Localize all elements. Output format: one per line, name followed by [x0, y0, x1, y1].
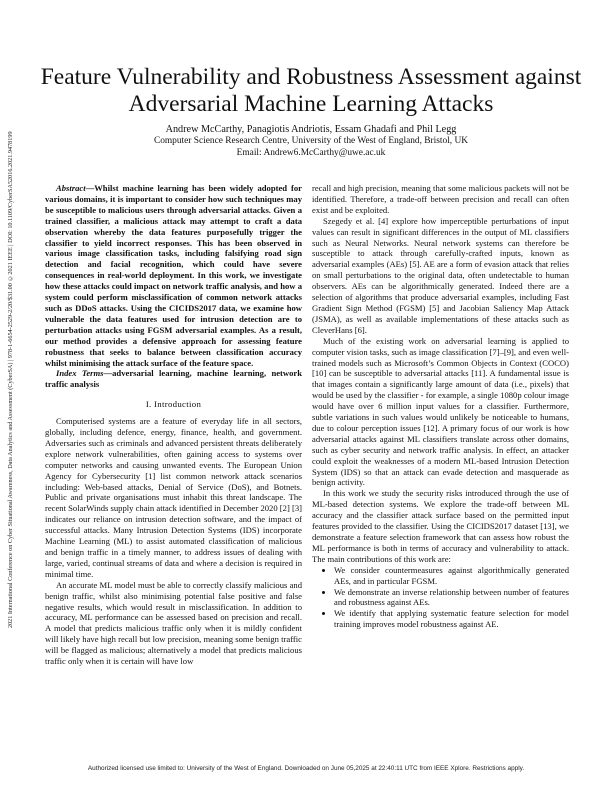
body-paragraph: recall and high precision, meaning that some malicious packets will not be identified. Therefore, a trade-off between precision and recall can often exist and be exploited.	[312, 183, 569, 215]
conference-doi-sidebar: 2021 International Conference on Cyber Situational Awareness, Data Analytics and Assessment (CyberSA) | 978-1-6654-2529-2/20/$31.00 ©2021 IEEE | DOI: 10.1109/CyberSA52016.2021.9478199	[7, 131, 14, 629]
body-paragraph: In this work we study the security risks introduced through the use of ML-based detection systems. We explore the trade-off between ML accuracy and the classifier attack surface based on the permitted input features provided to the classifier. Using the CICIDS2017 dataset [13], we demonstrate a feature selection framework that can assess how robust the ML performance is both in terms of accuracy and vulnerability to attack. The main contributions of this work are:	[312, 488, 569, 564]
section-heading-introduction: I. Introduction	[145, 399, 202, 410]
index-terms-label: Index Terms	[56, 368, 104, 379]
paper-title: Feature Vulnerability and Robustness Assessment against Adversarial Machine Learning Attacks	[40, 63, 582, 117]
body-paragraph: Szegedy et al. [4] explore how imperceptible perturbations of input values can result in significant differences in the output of ML classifiers such as Neural Networks. Neural network systems can therefore be susceptible to attack through carefully-crafted inputs, known as adversarial examples (AEs) [5]. AE are a form of evasion attack that relies on small perturbations to the original data, often undetectable to human observers. AEs can be algorithmically generated. Indeed there are a selection of algorithms that produce adversarial examples, including Fast Gradient Sign Method (FGSM) [5] and Jacobian Saliency Map Attack (JSMA), as well as available implementations of these attacks such as CleverHans [6].	[312, 215, 569, 335]
list-item: • We consider countermeasures against algorithmically generated AEs, and in particular FGSM.	[334, 565, 569, 587]
abstract-label: Abstract	[56, 183, 86, 193]
abstract-text: —Whilst machine learning has been widely adopted for various domains, it is important to consider how such techniques may be susceptible to malicious users through adversarial attacks. Given a trained classifier, a malicious attack may attempt to craft a data observation whereby the data features purposefully trigger the classifier to yield incorrect responses. This has been observed in various image classification tasks, including falsifying road sign detection and facial recognition, which could have severe consequences in real-world deployment. In this work, we investigate how these attacks could impact on network traffic analysis, and how a system could perform misclassification of common network attacks such as DDoS attacks. Using the CICIDS2017 data, we examine how vulnerable the data features used for intrusion detection are to perturbation attacks using FGSM adversarial examples. As a result, our method provides a defensive approach for assessing feature robustness that seeks to balance between classification accuracy whilst minimising the attack surface of the feature space.	[45, 183, 302, 368]
body-paragraph: An accurate ML model must be able to correctly classify malicious and benign traffic, whilst also minimising potential false positive and false negative results, which would result in misclassification. In addition to accuracy, ML performance can be assessed based on precision and recall. A model that predicts malicious traffic only when it is mildly confident will likely have high recall but low precision, meaning some benign traffic will be flagged as malicious; alternatively a model that predicts malicious traffic only when it is certain will have low	[45, 579, 302, 667]
contact-email: Email: Andrew6.McCarthy@uwe.ac.uk	[236, 148, 386, 158]
affiliation: Computer Science Research Centre, University of the West of England, Bristol, UK	[153, 136, 469, 146]
body-paragraph: Computerised systems are a feature of everyday life in all sectors, globally, including defence, energy, finance, health, and government. Adversaries such as criminals and advanced persistent threats deliberately explore network vulnerabilities, often gaining access to systems over computer networks and causing unwanted events. The European Union Agency for Cybersecurity [1] list common network attack scenarios including: Web-based attacks, Denial of Service (DoS), and Botnets. Public and private organisations must inhabit this threat landscape. The recent SolarWinds supply chain attack identified in December 2020 [2] [3] indicates our reliance on intrusion detection software, and the impact of successful attacks. Many Intrusion Detection Systems (IDS) incorporate Machine Learning (ML) to assist automated classification of malicious and benign traffic in a timely manner, to address issues of dealing with large, varied, continual streams of data and where a decision is required in minimal time.	[45, 416, 302, 579]
abstract	[45, 183, 302, 368]
list-item: • We demonstrate an inverse relationship between number of features and robustness against AEs.	[334, 587, 569, 609]
list-item: • We identify that applying systematic feature selection for model training improves model robustness against AE.	[334, 608, 569, 630]
index-terms-text: —adversarial learning, machine learning, network traffic analysis	[45, 368, 303, 390]
right-column	[312, 183, 569, 630]
author-list: Andrew McCarthy, Panagiotis Andriotis, Essam Ghadafi and Phil Legg	[165, 124, 457, 135]
contributions-list	[312, 565, 569, 630]
body-paragraph: Much of the existing work on adversarial learning is applied to computer vision tasks, such as image classification [7]–[9], and even well-trained models such as Microsoft’s Common Objects in Context (COCO) [10] can be susceptible to adversarial attacks [11]. A fundamental issue is that images contain a significantly large amount of data (i.e., pixels) that would be used by the classifier - for example, a single 1080p colour image would have over 6 million input values for a classifier. Furthermore, subtle variations in such values would unlikely be noticeable to humans, due to colour perception issues [12]. A primary focus of our work is how adversarial attacks against ML classifiers translate across other domains, such as cyber security and network traffic analysis. In effect, an attacker could exploit the weaknesses of a modern ML-based Intrusion Detection System (IDS) so that an attack can evade detection and masquerade as benign activity.	[312, 335, 569, 488]
license-footer: Authorized licensed use limited to: University of the West of England. Downloaded on June 05,2025 at 22:40:11 UTC from IEEE Xplore. Restrictions apply.	[87, 765, 525, 772]
left-column	[45, 183, 302, 667]
index-terms	[45, 368, 302, 390]
